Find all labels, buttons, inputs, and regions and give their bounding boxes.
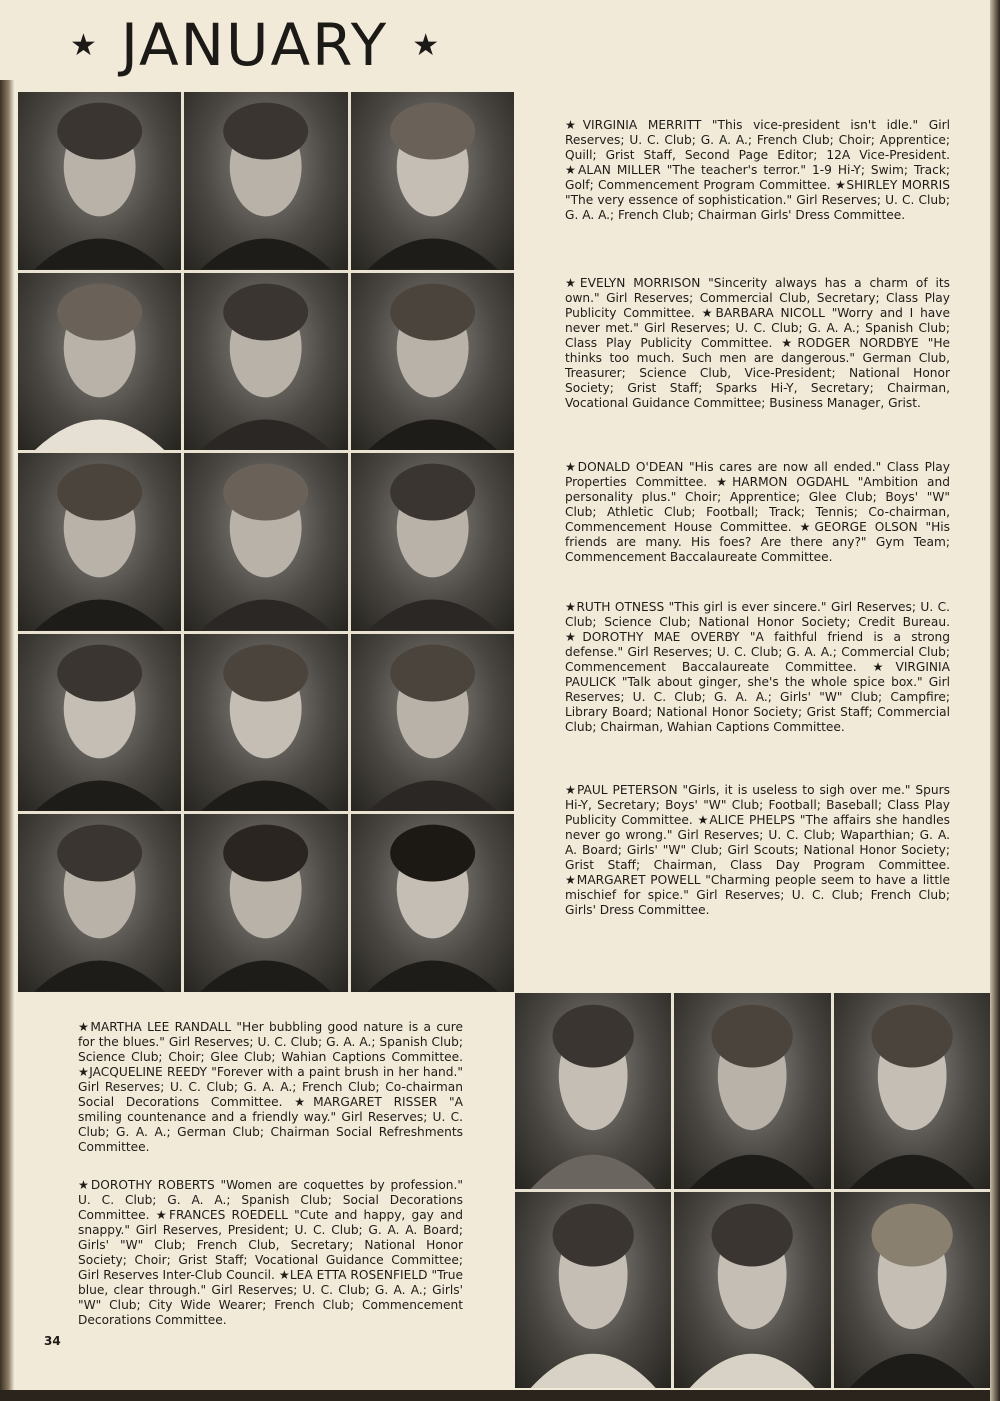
portrait-photo xyxy=(351,814,514,992)
portrait-photo xyxy=(184,453,347,631)
portrait-photo xyxy=(18,634,181,812)
spine-shadow xyxy=(0,80,14,1390)
month-heading: JANUARY xyxy=(120,11,389,79)
student-entry: ★EVELYN MORRISON "Sincerity always has a charm of its own." Girl Reserves; Commercial Club, Secretary; Class Play Publicity Committee. ★BARBARA NICOLL "Worry and I have never met." Girl Reserves; U. C. Club; G. A. A.; Spanish Club; Class Play Publicity Committee. ★RODGER NORDBYE "He thinks too much. Such men are dangerous." German Club, Treasurer; Science Club, Vice-President; National Honor Society; Grist Staff; Sparks Hi-Y, Secretary; Chairman, Vocational Guidance Committee; Business Manager, Grist. xyxy=(565,276,950,410)
student-entry: ★DONALD O'DEAN "His cares are now all ended." Class Play Properties Committee. ★HARMON OGDAHL "Ambition and personality plus." Choir; Apprentice; Glee Club; Boys' "W" Club; Athletic Club; Football; Track; Tennis; Co-chairman, Commencement House Committee. ★GEORGE OLSON "His friends are many. His foes? Are there any?" Gym Team; Commencement Baccalaureate Committee. xyxy=(565,460,950,564)
student-entry: ★RUTH OTNESS "This girl is ever sincere." Girl Reserves; U. C. Club; Science Club; National Honor Society; Credit Bureau. ★DOROTHY MAE OVERBY "A faithful friend is a strong defense." Girl Reserves; U. C. Club; G. A. A.; Commercial Club; Commencement Baccalaureate Committee. ★VIRGINIA PAULICK "Talk about ginger, she's the whole spice box." Girl Reserves; U. C. Club; G. A. A.; Girls' "W" Club; Campfire; Library Board; National Honor Society; Grist Staff; Commercial Club; Chairman, Wahian Captions Committee. xyxy=(565,600,950,734)
student-entry: ★MARTHA LEE RANDALL "Her bubbling good nature is a cure for the blues." Girl Reserves; U. C. Club; G. A. A.; Spanish Club; Science Club; Choir; Glee Club; Wahian Captions Committee. ★JACQUELINE REEDY "Forever with a paint brush in her hand." Girl Reserves; U. C. Club; G. A. A.; French Club; Co-chairman Social Decorations Committee. ★MARGARET RISSER "A smiling countenance and a friendly way." Girl Reserves; U. C. Club; G. A. A.; German Club; Chairman Social Refreshments Committee. xyxy=(78,1020,463,1154)
portrait-photo xyxy=(351,634,514,812)
portrait-photo xyxy=(184,634,347,812)
page-edge-shadow xyxy=(990,0,1000,1401)
portrait-photo xyxy=(184,273,347,451)
student-entry: ★PAUL PETERSON "Girls, it is useless to sigh over me." Spurs Hi-Y, Secretary; Boys' "W" Club; Football; Baseball; Class Play Publicity Committee. ★ALICE PHELPS "The affairs she handles never go wrong." Girl Reserves; U. C. Club; Waparthian; G. A. A. Board; Girls' "W" Club; Girl Scouts; National Honor Society; Grist Staff; Chairman, Class Day Program Committee. ★MARGARET POWELL "Charming people seem to have a little mischief for spice." Girl Reserves; U. C. Club; French Club; Girls' Dress Committee. xyxy=(565,783,950,917)
portrait-photo xyxy=(351,273,514,451)
student-entry: ★DOROTHY ROBERTS "Women are coquettes by profession." U. C. Club; G. A. A.; Spanish Club; Social Decorations Committee. ★FRANCES ROEDELL "Cute and happy, gay and snappy." Girl Reserves, President; U. C. Club; G. A. A. Board; Girls' "W" Club; French Club, Secretary; National Honor Society; Choir; Grist Staff; Vocational Guidance Committee; Girl Reserves Inter-Club Council. ★LEA ETTA ROSENFIELD "True blue, clear through." Girl Reserves; U. C. Club; G. A. A.; Girls' "W" Club; City Wide Wearer; French Club; Commencement Decorations Committee. xyxy=(78,1178,463,1327)
portrait-grid-main xyxy=(18,92,514,992)
portrait-photo xyxy=(515,1192,671,1388)
portrait-photo xyxy=(351,92,514,270)
portrait-grid-bottom xyxy=(515,993,990,1388)
portrait-photo xyxy=(674,1192,830,1388)
page-number: 34 xyxy=(44,1334,61,1348)
portrait-photo xyxy=(18,92,181,270)
portrait-photo xyxy=(674,993,830,1189)
student-entry: ★VIRGINIA MERRITT "This vice-president isn't idle." Girl Reserves; U. C. Club; G. A. A.; French Club; Choir; Apprentice; Quill; Grist Staff, Second Page Editor; 12A Vice-President. ★ALAN MILLER "The teacher's terror." 1-9 Hi-Y; Swim; Track; Golf; Commencement Program Committee. ★SHIRLEY MORRIS "The very essence of sophistication." Girl Reserves; U. C. Club; G. A. A.; French Club; Chairman Girls' Dress Committee. xyxy=(565,118,950,222)
portrait-photo xyxy=(184,814,347,992)
portrait-photo xyxy=(18,814,181,992)
portrait-photo xyxy=(834,1192,990,1388)
portrait-photo xyxy=(515,993,671,1189)
portrait-photo xyxy=(351,453,514,631)
portrait-photo xyxy=(184,92,347,270)
portrait-photo xyxy=(834,993,990,1189)
portrait-photo xyxy=(18,453,181,631)
star-left-icon: ★ xyxy=(70,27,97,63)
portrait-photo xyxy=(18,273,181,451)
page-title xyxy=(70,10,439,80)
star-right-icon: ★ xyxy=(412,27,440,63)
